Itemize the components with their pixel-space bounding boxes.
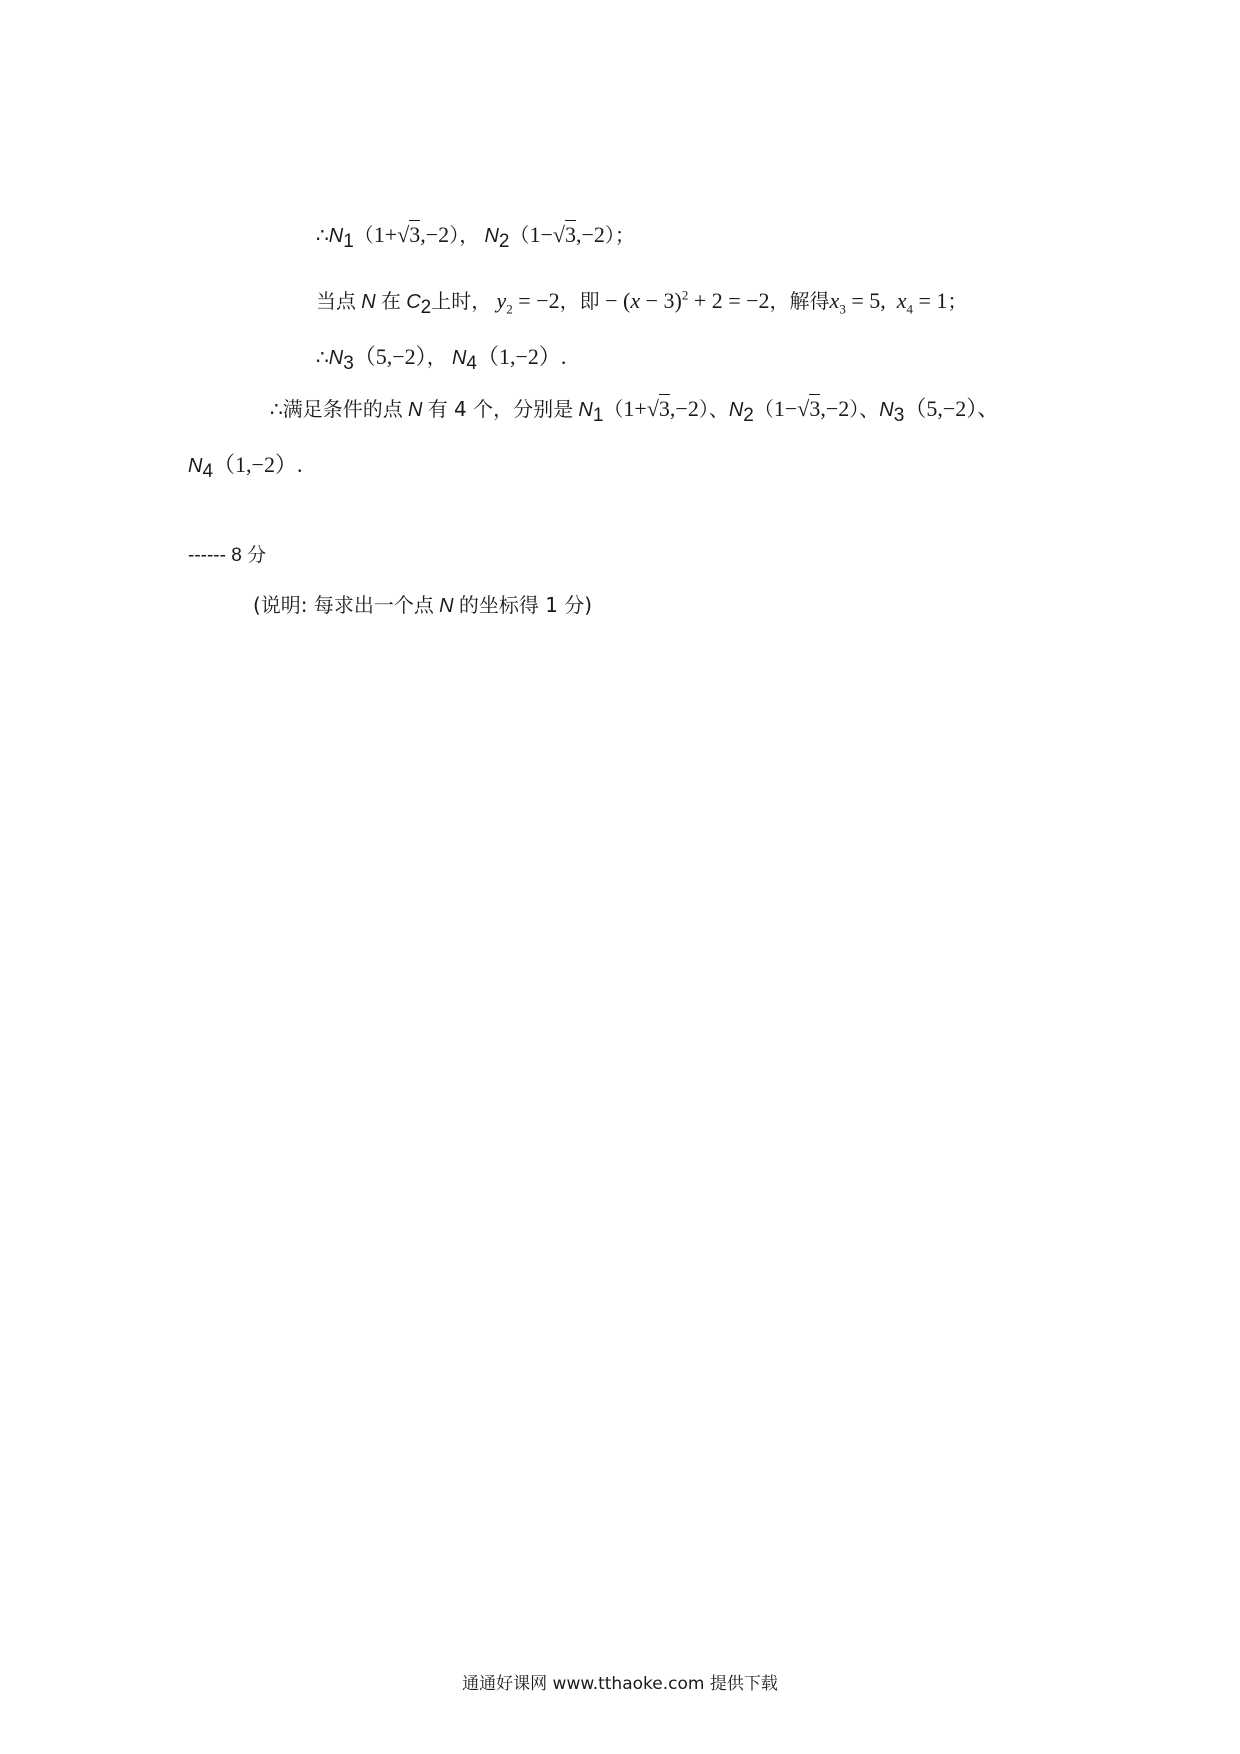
point-label: N <box>879 399 894 421</box>
math-text: ,−2 <box>420 222 450 247</box>
sqrt-expression <box>397 220 420 250</box>
therefore-symbol: ∴ <box>316 345 329 369</box>
point-label: N <box>439 595 454 617</box>
scoring-note <box>253 590 592 621</box>
line-end: ； <box>614 223 635 247</box>
equation <box>496 288 560 317</box>
point-subscript: 1 <box>343 231 354 253</box>
text: 上时， <box>431 289 492 313</box>
math-text: ,−2 <box>575 222 605 247</box>
score-marker <box>188 541 266 571</box>
variable-subscript: 2 <box>506 301 513 317</box>
point-label: N <box>328 225 344 247</box>
text: ，即 <box>559 289 600 313</box>
paren: （ <box>603 397 624 421</box>
curve-label: C <box>406 291 421 313</box>
separator: ， <box>459 223 480 247</box>
variable-x: x <box>829 288 840 313</box>
math-text: + 2 = −2 <box>688 288 770 313</box>
exponent: 2 <box>681 287 689 303</box>
radicand: 3 <box>809 396 821 421</box>
math-text: − 3) <box>640 288 682 313</box>
radicand: 3 <box>409 222 421 247</box>
text: 在 <box>380 289 401 313</box>
point-label: N <box>728 399 744 421</box>
variable-x: x <box>630 288 641 313</box>
math-text: 1− <box>773 396 798 421</box>
equation <box>600 288 770 313</box>
math-text: 1− <box>529 222 553 247</box>
curve-subscript: 2 <box>420 297 432 319</box>
coordinate: （1,−2） <box>213 452 297 477</box>
conclusion-line-continued <box>188 450 302 481</box>
math-text: 1+ <box>373 222 398 247</box>
coordinate: （5,−2） <box>353 344 427 369</box>
paren: ） <box>449 223 460 247</box>
point-label: N <box>361 291 376 313</box>
paren: ）、 <box>849 397 880 421</box>
sqrt-expression <box>647 394 670 424</box>
radicand: 3 <box>564 222 576 247</box>
paren: ）、 <box>698 397 729 421</box>
paren: （ <box>353 223 374 247</box>
point-subscript: 3 <box>893 405 905 427</box>
math-text: = −2 <box>512 288 560 313</box>
radicand: 3 <box>658 396 670 421</box>
note-text: 的坐标得 1 分) <box>458 593 593 617</box>
radical-sign: √ <box>797 396 810 421</box>
point-label: N <box>407 399 423 421</box>
text: ，解得 <box>769 289 830 313</box>
line-end: ； <box>947 289 968 313</box>
solution-line-c2 <box>316 286 967 317</box>
note-text: (说明: 每求出一个点 <box>253 593 434 617</box>
point-label: N <box>328 347 344 369</box>
point-label: N <box>188 455 203 477</box>
variable-subscript: 3 <box>839 301 846 317</box>
math-text: ,−2 <box>820 396 850 421</box>
variable-y: y <box>496 288 507 313</box>
solution-line-n3-n4 <box>316 342 566 373</box>
text: ∴满足条件的点 <box>270 397 403 421</box>
radical-sign: √ <box>646 396 659 421</box>
coordinate: （1,−2） <box>476 344 561 369</box>
point-subscript: 2 <box>743 405 754 427</box>
point-label: N <box>484 225 499 247</box>
sqrt-expression <box>797 394 820 424</box>
math-text: ,−2 <box>669 396 699 421</box>
point-subscript: 4 <box>466 353 477 375</box>
score-text: ------ 8 分 <box>188 545 267 566</box>
paren: （ <box>509 223 530 247</box>
variable-x: x <box>896 288 907 313</box>
conclusion-line <box>270 394 999 425</box>
radical-sign: √ <box>552 222 565 247</box>
paren: （ <box>753 397 774 421</box>
separator: ， <box>426 345 447 369</box>
point-subscript: 2 <box>498 231 510 253</box>
point-label: N <box>578 399 593 421</box>
text: 当点 <box>316 289 356 313</box>
radical-sign: √ <box>397 222 410 247</box>
point-subscript: 4 <box>202 461 214 483</box>
math-text: 1+ <box>623 396 647 421</box>
point-subscript: 3 <box>343 353 354 375</box>
text: 有 4 个，分别是 <box>427 397 574 421</box>
therefore-symbol: ∴ <box>316 223 329 247</box>
math-text: = 5, <box>845 288 886 313</box>
paren: ） <box>604 223 615 247</box>
point-subscript: 1 <box>592 405 604 427</box>
line-end: . <box>296 452 303 477</box>
line-end: . <box>560 344 567 369</box>
point-label: N <box>451 347 467 369</box>
sqrt-expression <box>553 220 576 250</box>
coordinate: （5,−2）、 <box>904 396 1000 421</box>
math-text: = 1 <box>913 288 948 313</box>
footer-watermark: 通通好课网 www.tthaoke.com 提供下载 <box>462 1674 778 1694</box>
equation <box>829 288 948 317</box>
math-text: − ( <box>599 288 631 313</box>
variable-subscript: 4 <box>906 301 913 317</box>
solution-line-n1-n2 <box>316 220 635 251</box>
